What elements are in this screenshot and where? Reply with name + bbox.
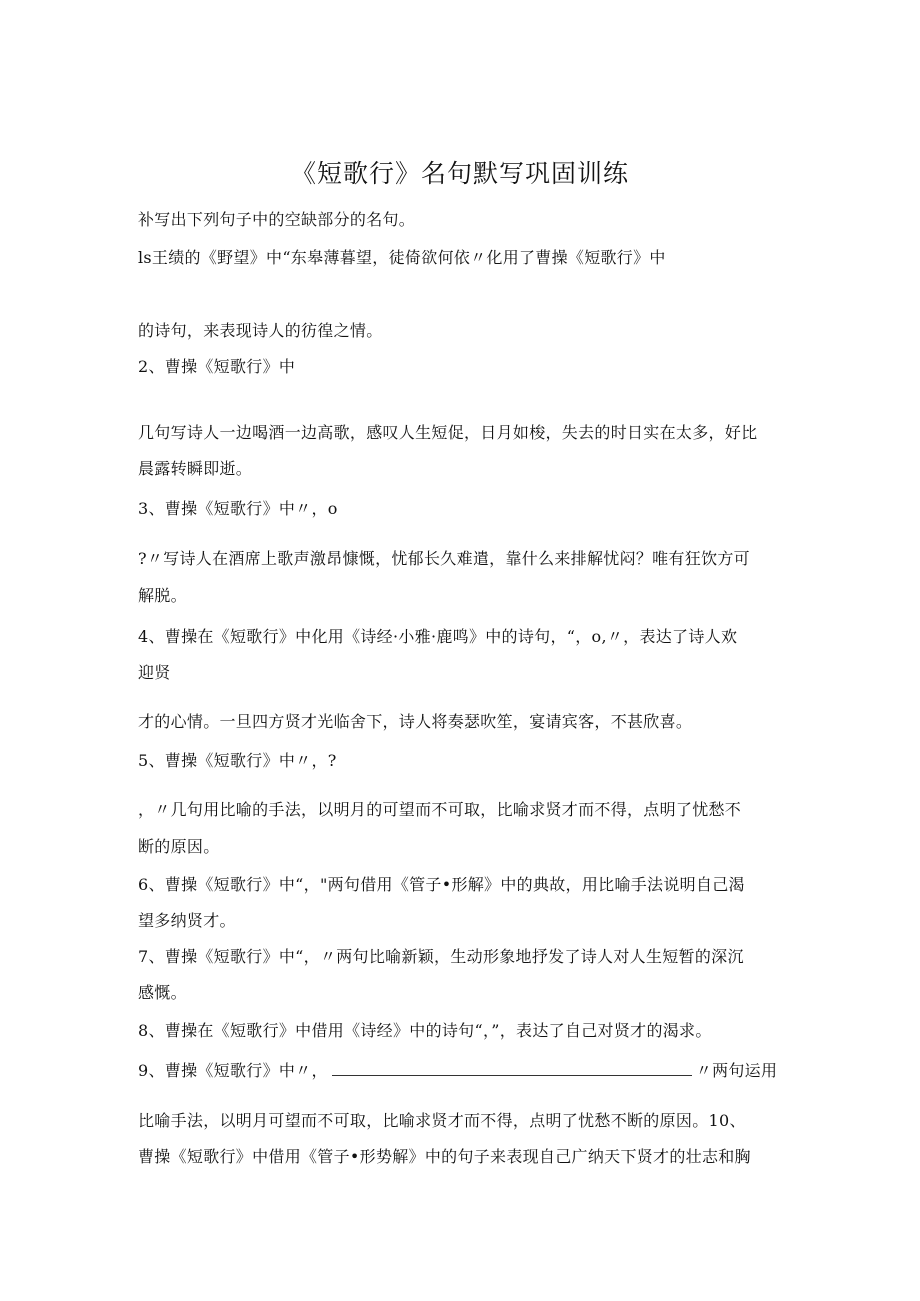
question-3-line-2: ?〃写诗人在酒席上歌声激昂慷慨，忧郁长久难遣，靠什么来排解忧闷？唯有狂饮方可	[138, 549, 750, 568]
question-9-line-3: 曹操《短歌行》中借用《管子•形势解》中的句子来表现自己广纳天下贤才的壮志和胸	[138, 1147, 751, 1166]
question-1-line-1: ls王绩的《野望》中“东皋薄暮望，徒倚欲何依〃化用了曹操《短歌行》中	[138, 248, 666, 267]
question-1-line-2: 的诗句，来表现诗人的彷徨之情。	[138, 321, 383, 340]
question-2-line-2: 几句写诗人一边喝酒一边高歌，感叹人生短促，日月如梭，失去的时日实在太多，好比	[138, 423, 758, 442]
question-9-suffix: 〃两句运用	[695, 1061, 778, 1080]
question-9-line-1	[138, 1060, 777, 1082]
question-7-line-2: 感慨。	[138, 983, 187, 1002]
question-4-line-2: 迎贤	[138, 663, 171, 682]
question-5-line-1: 5、曹操《短歌行》中〃，?	[138, 751, 337, 770]
answer-blank[interactable]	[332, 1061, 692, 1076]
question-8-line-1: 8、曹操在《短歌行》中借用《诗经》中的诗句“，”，表达了自己对贤才的渴求。	[138, 1021, 712, 1040]
question-5-line-2: ，〃几句用比喻的手法，以明月的可望而不可取，比喻求贤才而不得，点明了忧愁不	[138, 800, 742, 819]
question-9-line-2: 比喻手法，以明月可望而不可取，比喻求贤才而不得，点明了忧愁不断的原因。10、	[138, 1111, 746, 1130]
question-4-line-1: 4、曹操在《短歌行》中化用《诗经·小雅·鹿鸣》中的诗句，“，o,〃，表达了诗人欢	[138, 627, 738, 646]
instruction-text: 补写出下列句子中的空缺部分的名句。	[138, 210, 416, 229]
question-4-line-3: 才的心情。一旦四方贤才光临舍下，诗人将奏瑟吹笙，宴请宾客，不甚欣喜。	[138, 712, 693, 731]
question-9-prefix: 9、曹操《短歌行》中〃，	[138, 1061, 328, 1080]
question-6-line-1: 6、曹操《短歌行》中“，"两句借用《管子•形解》中的典故，用比喻手法说明自己渴	[138, 875, 745, 894]
question-2-line-3: 晨露转瞬即逝。	[138, 459, 253, 478]
question-3-line-1: 3、曹操《短歌行》中〃，o	[138, 499, 338, 518]
question-6-line-2: 望多纳贤才。	[138, 911, 236, 930]
question-7-line-1: 7、曹操《短歌行》中“，〃两句比喻新颖，生动形象地抒发了诗人对人生短暂的深沉	[138, 947, 744, 966]
document-title: 《短歌行》名句默写巩固训练	[290, 159, 629, 188]
question-5-line-3: 断的原因。	[138, 837, 220, 856]
question-3-line-3: 解脱。	[138, 586, 187, 605]
question-2-line-1: 2、曹操《短歌行》中	[138, 357, 296, 376]
